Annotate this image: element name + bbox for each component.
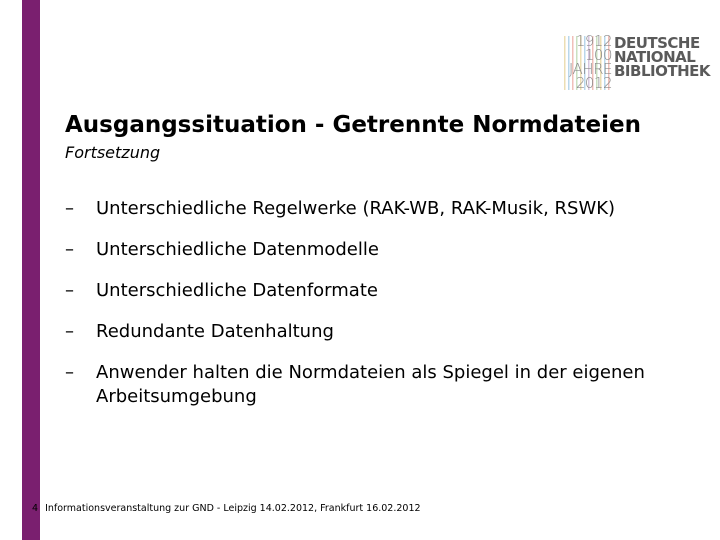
bullet-item bbox=[65, 279, 665, 303]
logo-year-line: 100 bbox=[584, 46, 612, 64]
bullet-text: Unterschiedliche Datenformate bbox=[96, 280, 378, 301]
logo-year-line: JAHRE bbox=[568, 60, 612, 78]
logo-name-line: DEUTSCHE bbox=[614, 34, 700, 52]
bullet-text: Unterschiedliche Datenmodelle bbox=[96, 239, 379, 260]
dnb-logo bbox=[562, 34, 714, 94]
logo-year-line: 2012 bbox=[575, 74, 612, 92]
logo-name-line: BIBLIOTHEK bbox=[614, 62, 710, 80]
bullet-item bbox=[65, 197, 665, 221]
bullet-text: Unterschiedliche Regelwerke (RAK-WB, RAK-Musik, RSWK) bbox=[96, 198, 616, 219]
slide-title: Ausgangssituation - Getrennte Normdateien bbox=[65, 112, 642, 138]
bullet-text: Redundante Datenhaltung bbox=[96, 321, 334, 342]
bullet-dash: – bbox=[65, 362, 74, 383]
logo-years bbox=[562, 34, 612, 90]
bullet-list bbox=[65, 197, 665, 426]
slide-footer bbox=[32, 503, 421, 514]
slide-subtitle: Fortsetzung bbox=[65, 143, 161, 162]
bullet-dash: – bbox=[65, 321, 74, 342]
page-number: 4 bbox=[32, 503, 39, 514]
logo-name-line: NATIONAL bbox=[614, 48, 696, 66]
bullet-item bbox=[65, 320, 665, 344]
accent-sidebar-bar bbox=[22, 0, 40, 540]
bullet-dash: – bbox=[65, 239, 74, 260]
bullet-text: Anwender halten die Normdateien als Spiegel in der eigenen Arbeitsumgebung bbox=[96, 362, 645, 407]
bullet-dash: – bbox=[65, 198, 74, 219]
bullet-item bbox=[65, 361, 665, 409]
logo-year-line: 1912 bbox=[575, 32, 612, 50]
bullet-item bbox=[65, 238, 665, 262]
logo-name bbox=[614, 36, 710, 78]
footer-text: Informationsveranstaltung zur GND - Leipzig 14.02.2012, Frankfurt 16.02.2012 bbox=[45, 503, 421, 514]
bullet-dash: – bbox=[65, 280, 74, 301]
